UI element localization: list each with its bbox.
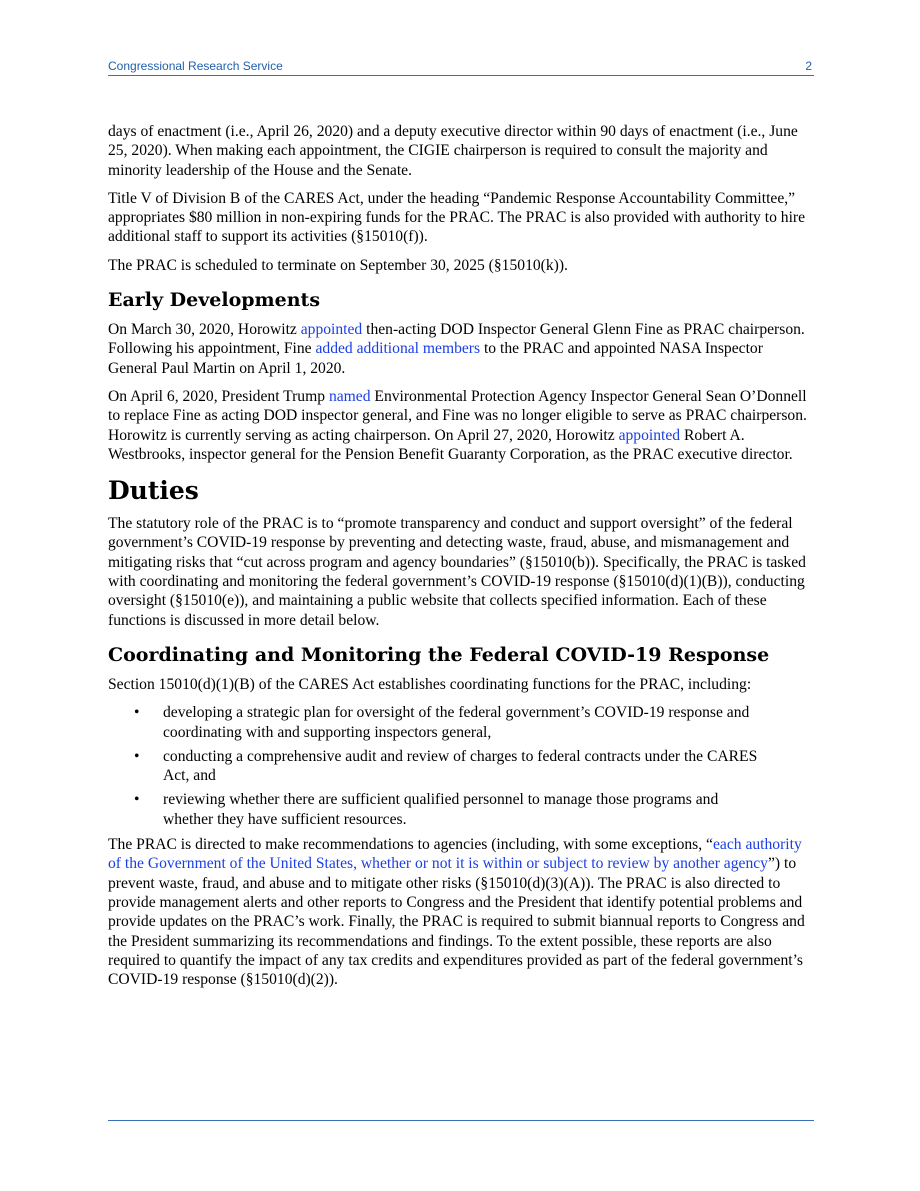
paragraph-termination: The PRAC is scheduled to terminate on September 30, 2025 (§15010(k)). bbox=[108, 256, 568, 274]
header-org-name: Congressional Research Service bbox=[108, 59, 283, 73]
coordinating-functions-list bbox=[108, 703, 814, 829]
text-span: Environmental Protection Agency Inspector General Sean O’Donnell to replace Fine as acting DOD inspector general, and Fine was no longer eligible to serve as PRAC chairperson. Horowitz is currently serving as acting chairperson. On April 27, 2020, Horowitz bbox=[108, 387, 807, 444]
text-span: to the PRAC and appointed NASA Inspector General Paul Martin on April 1, 2020. bbox=[108, 340, 763, 377]
bullet-icon: • bbox=[134, 747, 140, 765]
bullet-icon: • bbox=[134, 791, 140, 809]
heading-coordinating-monitoring: Coordinating and Monitoring the Federal COVID-19 Response bbox=[108, 643, 770, 666]
paragraph-early-2 bbox=[108, 387, 814, 464]
link-each-authority[interactable]: each authority of the Government of the United States, whether or not it is within or subject to review by another agency bbox=[108, 836, 802, 873]
list-item-text: conducting a comprehensive audit and review of charges to federal contracts under the CARES Act, and bbox=[163, 747, 758, 785]
paragraph-appointment-deadlines: days of enactment (i.e., April 26, 2020) and a deputy executive director within 90 days of enactment (i.e., June 25, 2020). When making each appointment, the CIGIE chairperson is required to consult the majority and minority leadership of the House and the Senate. bbox=[108, 123, 798, 179]
list-item-text: reviewing whether there are sufficient qualified personnel to manage those programs and whether they have sufficient resources. bbox=[163, 791, 719, 828]
page-number: 2 bbox=[805, 59, 812, 73]
list-item-text: developing a strategic plan for oversight of the federal government’s COVID-19 response and coordinating with and supporting inspectors general, bbox=[163, 704, 750, 741]
heading-early-developments: Early Developments bbox=[108, 289, 321, 312]
paragraph-funding: Title V of Division B of the CARES Act, under the heading “Pandemic Response Accountability Committee,” appropriates $80 million in non-expiring funds for the PRAC. The PRAC is also provided with authority to hire additional staff to support its activities (§15010(f)). bbox=[108, 189, 806, 246]
page-header bbox=[108, 58, 814, 76]
text-span: Robert A. Westbrooks, inspector general for the Pension Benefit Guaranty Corporation, as the PRAC executive director. bbox=[108, 426, 793, 463]
paragraph-coordinating-intro: Section 15010(d)(1)(B) of the CARES Act establishes coordinating functions for the PRAC, including: bbox=[108, 675, 752, 693]
text-span: On April 6, 2020, President Trump bbox=[108, 387, 329, 405]
paragraph-early-1 bbox=[108, 320, 814, 378]
text-span: The PRAC is directed to make recommendations to agencies (including, with some exceptions, “ bbox=[108, 836, 713, 854]
footer-rule bbox=[108, 1120, 814, 1121]
link-appointed[interactable]: appointed bbox=[300, 321, 363, 339]
link-named[interactable]: named bbox=[328, 387, 371, 405]
document-body bbox=[108, 122, 814, 998]
paragraph-duties: The statutory role of the PRAC is to “promote transparency and conduct and support oversight” of the federal government’s COVID-19 response by preventing and detecting waste, fraud, abuse, and mismanagement and mitigating risks that “cut across program and agency boundaries” (§15010(b)). Specifically, the PRAC is tasked with coordinating and monitoring the federal government’s COVID-19 response (§15010(d)(1)(B)), conducting oversight (§15010(e)), and maintaining a public website that collects specified information. Each of these functions is discussed in more detail below. bbox=[108, 515, 806, 629]
list-item bbox=[108, 747, 763, 786]
list-item bbox=[108, 790, 763, 829]
text-span: then-acting DOD Inspector General Glenn Fine as PRAC chairperson. Following his appointment, Fine bbox=[108, 321, 805, 358]
paragraph-recommendations bbox=[108, 835, 814, 989]
heading-duties: Duties bbox=[108, 476, 199, 506]
link-added-additional-members[interactable]: added additional members bbox=[315, 340, 481, 358]
text-span: On March 30, 2020, Horowitz bbox=[108, 321, 301, 339]
link-appointed-westbrooks[interactable]: appointed bbox=[618, 426, 681, 444]
bullet-icon: • bbox=[134, 704, 140, 722]
list-item bbox=[108, 703, 763, 742]
text-span: ”) to prevent waste, fraud, and abuse and to mitigate other risks (§15010(d)(3)(A)). The PRAC is also directed to provide management alerts and other reports to Congress and the President that identify potential problems and provide updates on the PRAC’s work. Finally, the PRAC is required to submit biannual reports to Congress and the President summarizing its recommendations and findings. To the extent possible, these reports are also required to quantify the impact of any tax credits and expenditures provided as part of the federal government’s COVID-19 response (§15010(d)(2)). bbox=[108, 855, 805, 989]
